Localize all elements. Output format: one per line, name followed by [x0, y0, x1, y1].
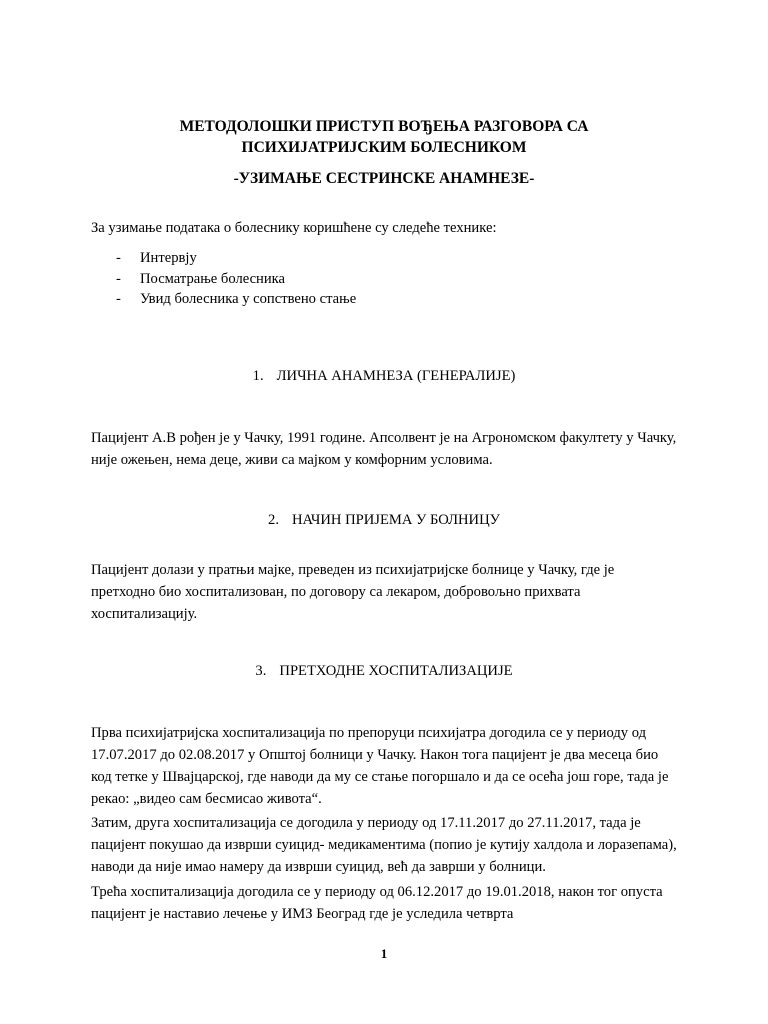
list-item: - Посматрање болесника — [116, 270, 286, 287]
page-number: 1 — [380, 946, 388, 961]
document-title-line-2: ПСИХИЈАТРИЈСКИМ БОЛЕСНИКОМ — [241, 139, 527, 156]
list-item: - Увид болесника у сопствено стање — [116, 291, 357, 307]
intro-paragraph: За узимање података о болеснику коришћене су следеће технике: — [91, 220, 497, 236]
section-heading-2: 2. НАЧИН ПРИЈЕМА У БОЛНИЦУ — [268, 512, 500, 528]
document-subtitle: -УЗИМАЊЕ СЕСТРИНСКЕ АНАМНЕЗЕ- — [233, 170, 535, 187]
section-heading-3: 3. ПРЕТХОДНЕ ХОСПИТАЛИЗАЦИЈЕ — [255, 663, 513, 679]
section-3-paragraph-1: Прва психијатријска хоспитализација по препоруци психијатра догодила се у периоду од 17.07.2017 до 02.08.2017 у Општој болници у Чачку. Након тога пацијент је два месеца био код тетке у Швајцарској, где наводи да му се стање погоршало и да се осећа још горе, тада је рекао: „видео сам бесмисао живота“. — [91, 725, 669, 807]
list-item: - Интервју — [116, 250, 197, 266]
section-2-paragraph: Пацијент долази у пратњи мајке, преведен из психијатријске болнице у Чачку, где је претходно био хоспитализован, по договору са лекаром, добровољно прихвата хоспитализацију. — [91, 562, 615, 622]
section-1-paragraph: Пацијент А.В рођен је у Чачку, 1991 године. Апсолвент је на Агрономском факултету у Чачку, није ожењен, нема деце, живи са мајком у комфорним условима. — [91, 430, 677, 468]
section-3-paragraph-2: Затим, друга хоспитализација се догодила у периоду од 17.11.2017 до 27.11.2017, тада је пацијент покушао да изврши суицид- медикаментима (попио је кутију халдола и лоразепама), наводи да није имао намеру да изврши суицид, већ да заврши у болници. — [91, 815, 677, 875]
section-3-paragraph-3: Трећа хоспитализација догодила се у периоду од 06.12.2017 до 19.01.2018, након тог опуста пацијент је наставио лечење у ИМЗ Београд где је уследила четврта — [91, 884, 663, 922]
section-heading-1: 1. ЛИЧНА АНАМНЕЗА (ГЕНЕРАЛИЈЕ) — [252, 368, 516, 384]
document-title-line-1: МЕТОДОЛОШКИ ПРИСТУП ВОЂЕЊА РАЗГОВОРА СА — [179, 118, 589, 135]
techniques-list — [116, 248, 356, 310]
